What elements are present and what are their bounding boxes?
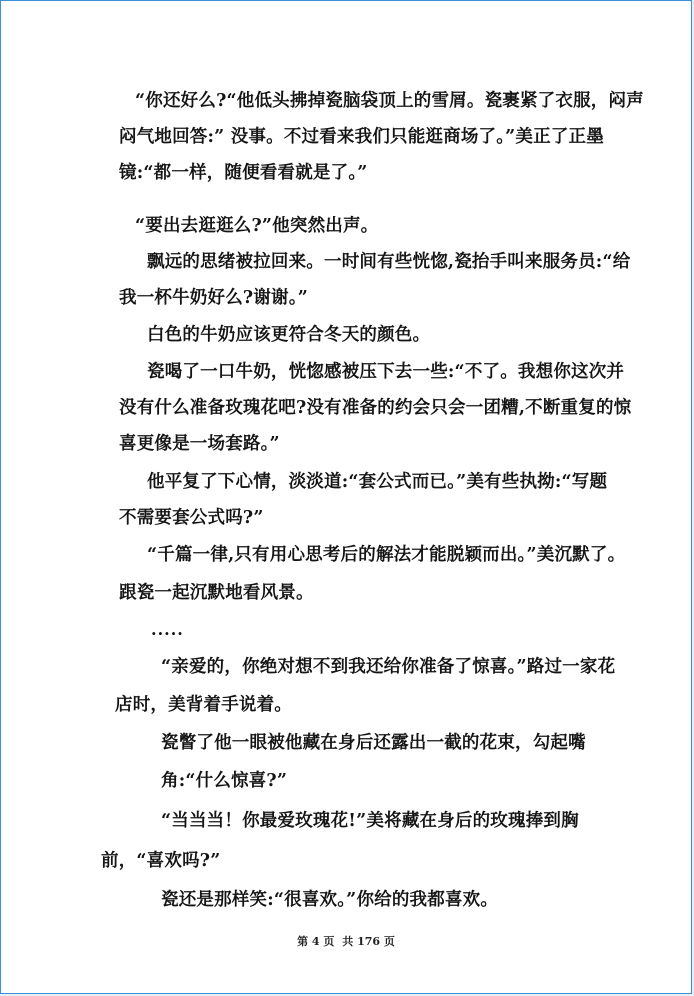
paragraph-line: 角:“什么惊喜?” [161, 771, 288, 791]
paragraph-line: “千篇一律,只有用心思考后的解法才能脱颖而出。”美沉默了。 [147, 545, 626, 565]
paragraph-line: 前，“喜欢吗?” [101, 851, 221, 871]
paragraph-line: 瓷还是那样笑:“很喜欢。”你给的我都喜欢。 [161, 890, 499, 910]
paragraph-line: “亲爱的，你绝对想不到我还给你准备了惊喜。”路过一家花 [161, 657, 616, 677]
paragraph-line: “你还好么?“他低头拂掉瓷脑袋顶上的雪屑。瓷裹紧了衣服，闷声 [135, 91, 644, 111]
paragraph-line: 瓷瞥了他一眼被他藏在身后还露出一截的花束，勾起嘴 [161, 733, 586, 753]
paragraph-line: 没有什么准备玫瑰花吧?没有准备的约会只会一团糟,不断重复的惊 [119, 398, 632, 418]
paragraph-line: 我一杯牛奶好么?谢谢。” [119, 288, 308, 308]
paragraph-line: 喜更像是一场套路。” [119, 434, 280, 454]
page-total: 共 176 页 [342, 935, 395, 948]
paragraph-line: “当当当！你最爱玫瑰花!”美将藏在身后的玫瑰捧到胸 [161, 811, 579, 831]
section-separator: ..... [151, 620, 184, 639]
page-footer [1, 933, 691, 949]
page-number: 第 4 页 [297, 935, 335, 948]
paragraph-line: 不需要套公式吗?” [119, 508, 264, 528]
paragraph-line: “要出去逛逛么?”他突然出声。 [135, 216, 379, 236]
paragraph-line: 跟瓷一起沉默地看风景。 [119, 583, 314, 603]
paragraph-line: 镜:“都一样，随便看看就是了。” [119, 163, 368, 183]
paragraph-line: 闷气地回答:” 没事。不过看来我们只能逛商场了。”美正了正墨 [119, 127, 604, 147]
paragraph-line: 店时，美背着手说着。 [115, 695, 292, 715]
paragraph-line: 瓷喝了一口牛奶，恍惚感被压下去一些:“不了。我想你这次并 [147, 362, 625, 382]
paragraph-line: 飘远的思绪被拉回来。一时间有些恍惚,瓷抬手叫来服务员:“给 [147, 252, 631, 272]
paragraph-line: 白色的牛奶应该更符合冬天的颜色。 [147, 325, 431, 345]
paragraph-line: 他平复了下心情，淡淡道:“套公式而已。”美有些执拗:“写题 [147, 472, 608, 492]
